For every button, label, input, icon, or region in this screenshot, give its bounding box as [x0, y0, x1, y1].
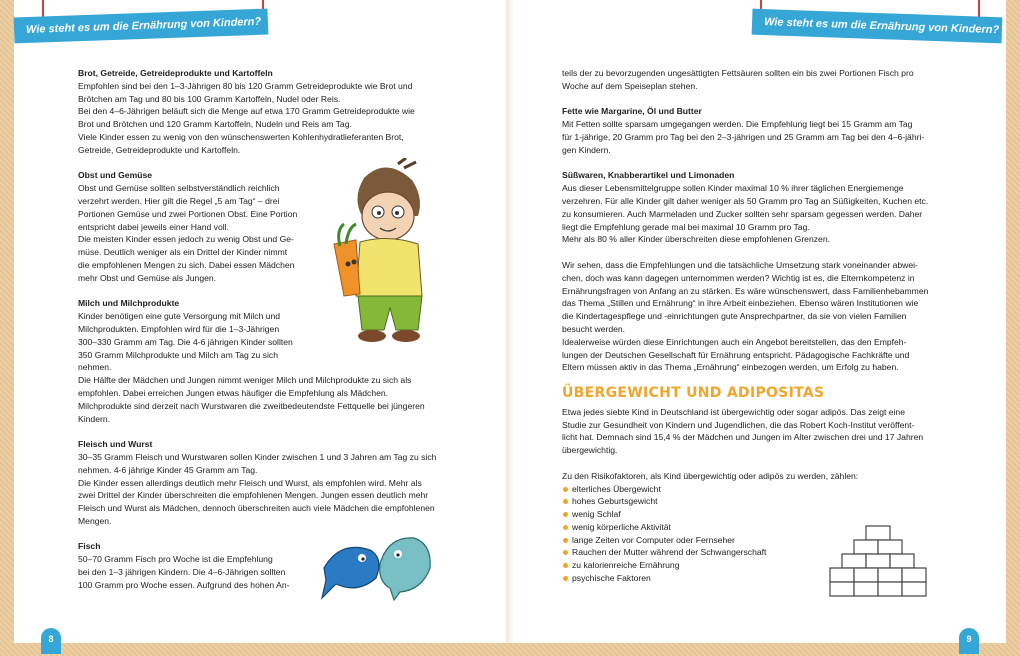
sugar-cube [890, 554, 914, 568]
text-line: Brot und Brötchen und 120 Gramm Kartoffeln, Nudeln und Reis am Tag. [78, 119, 352, 130]
text-line: Portionen Gemüse und zwei Portionen Obst. Eine Portion [78, 208, 298, 219]
sugar-cube [854, 568, 878, 582]
text-line: die empfohlenen Mengen zu sich. Dabei essen Mädchen [78, 259, 295, 270]
text-line: zu konsumieren. Auch Marmeladen und Zucker sollten sehr sparsam gegessen werden. Daher [562, 208, 923, 219]
section-title: Fette wie Margarine, Öl und Butter [562, 106, 702, 117]
hanging-string [978, 0, 980, 18]
text-line: Ernährungsfragen von Anfang an zu stärken. Es wäre wünschenswert, dass Familienhebammen [562, 285, 929, 296]
text-line: 100 Gramm pro Woche essen. Aufgrund des hohen An- [78, 579, 290, 590]
chapter-banner-left: Wie steht es um die Ernährung von Kindern? [14, 9, 269, 44]
pupil [377, 211, 381, 215]
text-line: Wir sehen, dass die Empfehlungen und die tatsächliche Umsetzung stark voneinander abwei- [562, 259, 918, 270]
text-line: Milchprodukte sind derzeit nach Wurstwaren die zweitbedeutendste Fettquelle bei jüngeren [78, 400, 425, 411]
text-line: empfohlen. Dabei erreichen Jungen etwas häufiger die Empfehlung als Mädchen. [78, 387, 389, 398]
sugar-cube [902, 582, 926, 596]
page-number-right: 9 [959, 628, 979, 654]
text-line: Obst und Gemüse sollten selbstverständlich reichlich [78, 183, 280, 194]
text-line: Aus dieser Lebensmittelgruppe sollen Kinder maximal 10 % ihrer täglichen Energiemenge [562, 183, 904, 194]
section-meat [78, 438, 458, 528]
sugar-cube [866, 554, 890, 568]
chapter-banner-right: Wie steht es um die Ernährung von Kindern? [752, 9, 1003, 44]
text-line: Viele Kinder essen zu wenig von den wünschenswerten Kohlenhydratlieferanten Brot, [78, 131, 404, 142]
shirt [356, 238, 422, 296]
text-line: 300–330 Gramm am Tag. Die 4-6 jährigen Kinder sollten [78, 336, 293, 347]
text-line: Studie zur Gesundheit von Kindern und Jugendlichen, die das Robert Koch-Institut veröffent- [562, 419, 915, 430]
text-line: zwei Drittel der Kinder überschreiten die empfohlenen Mengen. Jungen essen deutlich mehr [78, 490, 429, 501]
teal-fish [380, 538, 430, 600]
sugar-cube [830, 582, 854, 596]
trousers [358, 296, 422, 330]
text-line: lungen der Deutschen Gesellschaft für Ernährung entspricht. Pädagogische Fachkräfte und [562, 349, 910, 360]
sugar-cube [854, 540, 878, 554]
fish-continued [562, 67, 958, 93]
sugar-cube [854, 582, 878, 596]
text-line: Bei den 4–6-Jährigen beläuft sich die Menge auf etwa 170 Gramm Getreideprodukte wie [78, 106, 415, 117]
text-line: bei den 1–3 jährigen Kindern. Die 4–6-Jährigen sollten [78, 567, 286, 578]
hair-spikes [398, 158, 416, 168]
text-line: Brötchen am Tag und 80 bis 100 Gramm Kartoffeln, Nudel oder Reis. [78, 93, 341, 104]
carrot-eye [346, 262, 351, 267]
text-line: 350 Gramm Milchprodukte und Milch am Tag zu sich [78, 349, 278, 360]
sugar-cube [830, 568, 854, 582]
list-item: Rauchen der Mutter während der Schwangerschaft [562, 546, 958, 559]
list-item: psychische Faktoren [562, 572, 958, 585]
text-line: 50–70 Gramm Fisch pro Woche ist die Empfehlung [78, 554, 273, 565]
blue-fish [322, 547, 379, 598]
pupil [395, 211, 399, 215]
text-line: Empfohlen sind bei den 1–3-Jährigen 80 bis 120 Gramm Getreideprodukte wie Brot und [78, 80, 413, 91]
section-sweets [562, 169, 958, 246]
text-line: verzehrt werden. Hier gilt die Regel „5 am Tag“ – drei [78, 195, 280, 206]
text-line: übergewichtig. [562, 445, 618, 456]
sugar-cube-pyramid [826, 524, 930, 600]
text-line: licht hat. Demnach sind 15,4 % der Mädchen und Jungen im Alter zwischen drei und 17 Jahren [562, 432, 924, 443]
list-item: hohes Geburtsgewicht [562, 495, 958, 508]
page-number-left: 8 [41, 628, 61, 654]
text-line: besucht werden. [562, 323, 626, 334]
carrot [334, 240, 360, 296]
text-line: Die Hälfte der Mädchen und Jungen nimmt weniger Milch und Milchprodukte zu sich als [78, 375, 412, 386]
sugar-cube [878, 568, 902, 582]
adipositas-paragraph [562, 406, 958, 457]
list-item: zu kalorienreiche Ernährung [562, 559, 958, 572]
list-item: wenig Schlaf [562, 508, 958, 521]
section-title: Fleisch und Wurst [78, 439, 153, 450]
shoe [358, 330, 386, 342]
text-line: gen Kindern. [562, 144, 611, 155]
text-line: Kindern. [78, 413, 111, 424]
text-line: nehmen. [78, 362, 112, 373]
right-text-column [562, 67, 958, 585]
shoe [392, 330, 420, 342]
text-line: Die meisten Kinder essen jedoch zu wenig Obst und Ge- [78, 234, 294, 245]
section-heading: ÜBERGEWICHT UND ADIPOSITAS [562, 384, 825, 401]
text-line: liegt die Empfehlung gerade mal bei maximal 10 Gramm pro Tag. [562, 221, 810, 232]
gutter [506, 0, 514, 643]
section-title: Obst und Gemüse [78, 170, 153, 181]
text-line: Mit Fetten sollte sparsam umgegangen werden. Die Empfehlung liegt bei 15 Gramm am Tag [562, 119, 913, 130]
text-line: Woche auf dem Speiseplan stehen. [562, 80, 698, 91]
text-line: Mengen. [78, 515, 112, 526]
fish-pupil [396, 553, 399, 556]
fish-illustration [318, 528, 438, 602]
text-line: mehr Obst und Gemüse als Jungen. [78, 272, 217, 283]
text-line: Die Kinder essen allerdings deutlich mehr Fleisch und Wurst, als empfohlen wird. Mehr als [78, 477, 422, 488]
list-item: elterliches Übergewicht [562, 483, 958, 496]
summary-paragraph [562, 259, 958, 374]
face [362, 192, 414, 240]
hanging-string [42, 0, 44, 18]
carrot-eye [352, 260, 357, 265]
text-line: Milchprodukten. Empfohlen wird für die 1–3-Jährigen [78, 323, 280, 334]
text-line: Etwa jedes siebte Kind in Deutschland ist übergewichtig oder sogar adipös. Das zeigt eine [562, 406, 905, 417]
text-line: teils der zu bevorzugenden ungesättigten Fettsäuren sollten ein bis zwei Portionen Fisch pro [562, 68, 914, 78]
text-line: 30–35 Gramm Fleisch und Wurstwaren sollen Kinder zwischen 1 und 3 Jahren am Tag zu sich [78, 451, 437, 462]
section-grain [78, 67, 458, 157]
text-line: verzehren. Für alle Kinder gilt daher weniger als 50 Gramm pro Tag an Süßigkeiten, Kuchen etc. [562, 195, 929, 206]
child-with-carrot-illustration [326, 158, 446, 348]
section-title: Fisch [78, 541, 101, 552]
text-line: müse. Deutlich weniger als ein Drittel der Kinder nimmt [78, 247, 288, 258]
sugar-cube [866, 526, 890, 540]
text-line: Mehr als 80 % aller Kinder überschreiten diese empfohlenen Grenzen. [562, 234, 830, 245]
text-line: Getreide, Getreideprodukte und Kartoffeln. [78, 144, 241, 155]
sugar-cube [878, 540, 902, 554]
text-line: nehmen. 4-6 jährige Kinder 45 Gramm am Tag. [78, 464, 258, 475]
section-title: Milch und Milchprodukte [78, 298, 180, 309]
text-line: chen, doch was kann dagegen unternommen werden? Wichtig ist es, die Elternkompetenz in [562, 272, 915, 283]
sugar-cube [878, 582, 902, 596]
text-line: Eltern müssen aktiv in das Thema „Ernährung“ einbezogen werden, um Erfolg zu haben. [562, 362, 899, 373]
risk-intro: Zu den Risikofaktoren, als Kind übergewichtig oder adipös zu werden, zählen: [562, 470, 859, 481]
sugar-cube [842, 554, 866, 568]
list-item: wenig körperliche Aktivität [562, 521, 958, 534]
section-title: Süßwaren, Knabberartikel und Limonaden [562, 170, 735, 181]
text-line: Idealerweise würden diese Einrichtungen auch ein Angebot bereitstellen, das den Empfeh- [562, 336, 907, 347]
text-line: Kinder benötigen eine gute Versorgung mit Milch und [78, 311, 281, 322]
text-line: entspricht dabei jeweils einer Hand voll. [78, 221, 229, 232]
text-line: das Thema „Stillen und Ernährung“ in ihre Arbeit einbeziehen. Ebenso wären Institutionen wie [562, 298, 919, 309]
text-line: Fleisch und Wurst als Mädchen, dennoch überschreiten auch viele Mädchen die empfohlenen [78, 503, 435, 514]
sugar-cube [902, 568, 926, 582]
section-fats [562, 105, 958, 156]
list-item: lange Zeiten vor Computer oder Fernseher [562, 534, 958, 547]
text-line: für 1-jährige, 20 Gramm pro Tag bei den 2–3-jährigen und 25 Gramm am Tag bei den 4–6-jähri- [562, 131, 925, 142]
fish-pupil [361, 557, 364, 560]
section-title: Brot, Getreide, Getreideprodukte und Kartoffeln [78, 68, 273, 78]
text-line: die Kindertagespflege und -einrichtungen gute Ansprechpartner, da sie von vielen Familien [562, 311, 907, 322]
